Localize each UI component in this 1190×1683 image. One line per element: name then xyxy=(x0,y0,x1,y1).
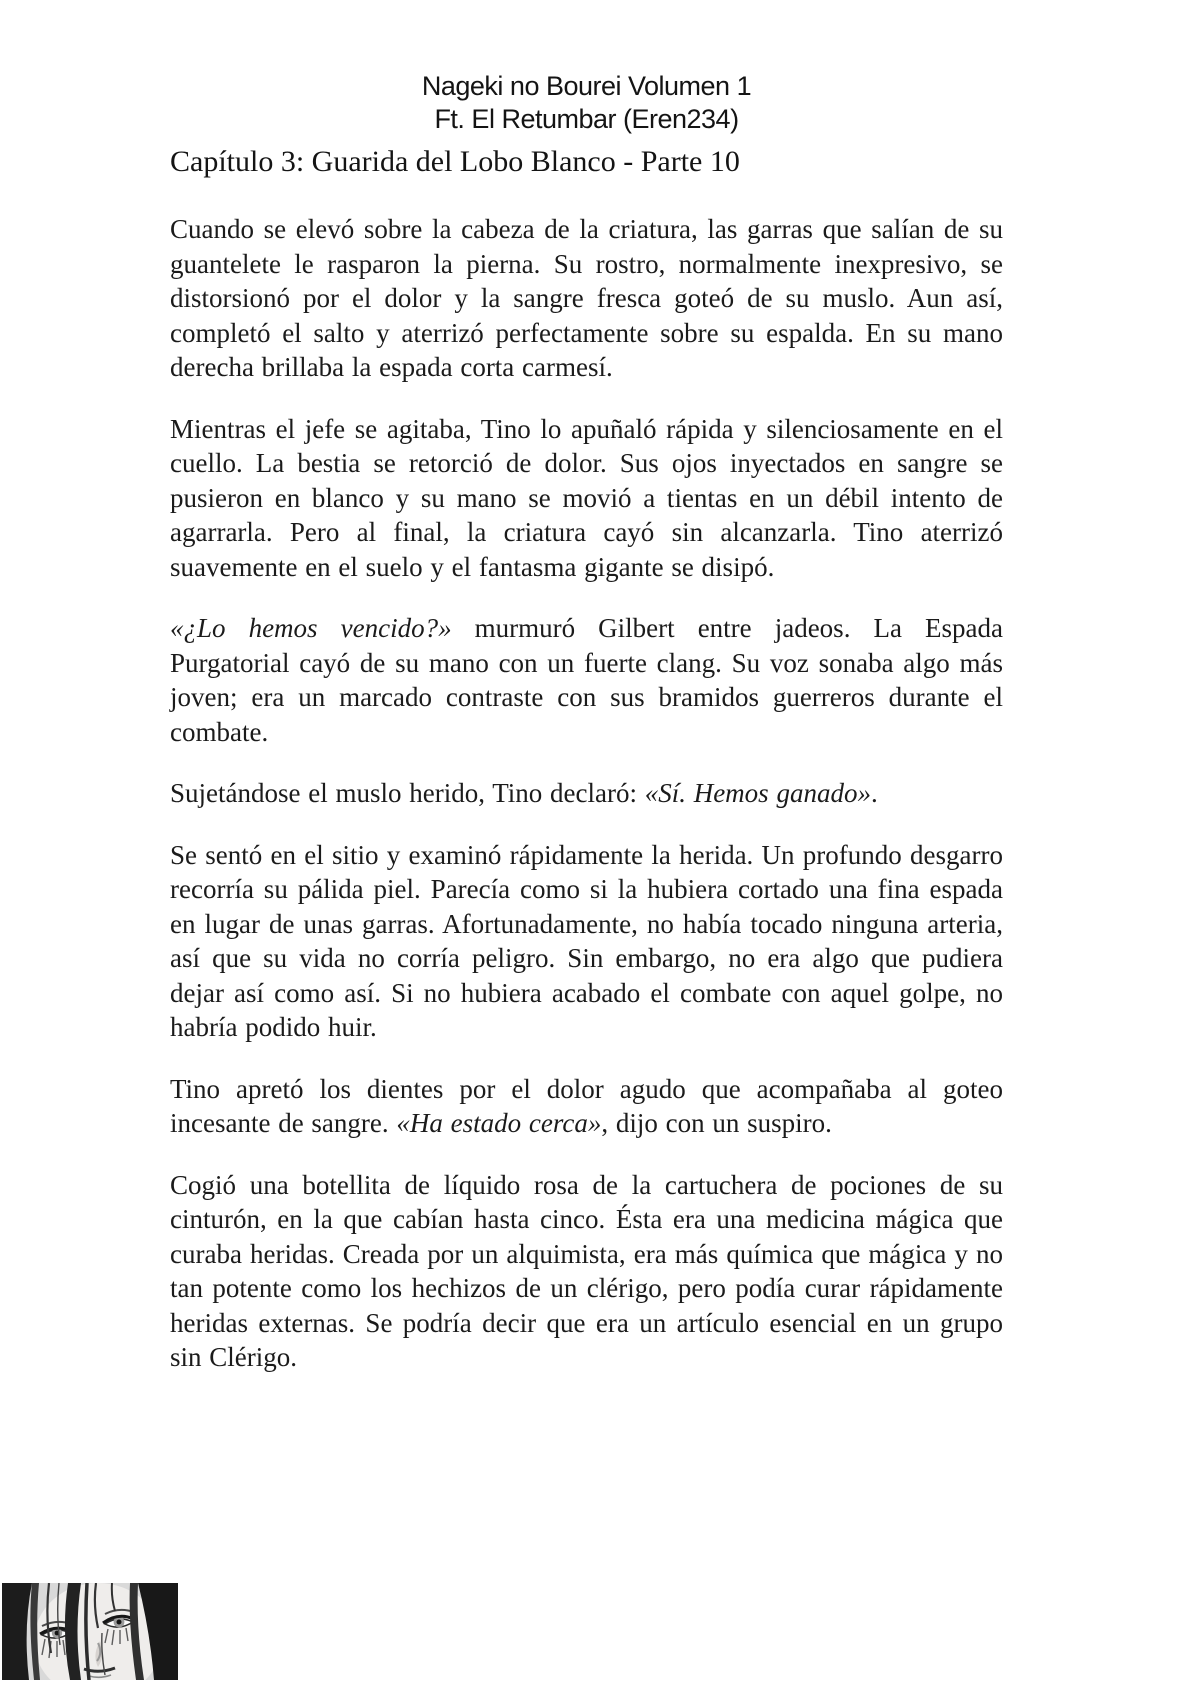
paragraph xyxy=(170,611,1003,749)
paragraph-text: Cogió una botellita de líquido rosa de la cartuchera de pociones de su cinturón, en la que cabían hasta cinco. Ésta era una medicina mágica que curaba heridas. Creada por un alquimista, era más química que mágica y no tan potente como los hechizos de un clérigo, pero podía curar rápidamente heridas externas. Se podría decir que era un artículo esencial en un grupo sin Clérigo. xyxy=(170,1169,1003,1372)
paragraph xyxy=(170,776,1003,811)
paragraph xyxy=(170,212,1003,385)
chapter-heading: Capítulo 3: Guarida del Lobo Blanco - Parte 10 xyxy=(170,145,740,178)
paragraph xyxy=(170,1072,1003,1141)
document-title-line2: Ft. El Retumbar (Eren234) xyxy=(434,104,739,134)
manga-face-drawing xyxy=(2,1583,178,1680)
manga-face-illustration xyxy=(2,1583,178,1680)
paragraph-text: murmuró Gilbert entre jadeos. La Espada Purgatorial cayó de su mano con un fuerte clang. Su voz sonaba algo más joven; era un marcado contraste con sus bramidos guerreros durante el combate. xyxy=(170,613,1003,747)
paragraph-text: , dijo con un suspiro. xyxy=(601,1108,832,1138)
paragraph xyxy=(170,412,1003,585)
document-title-line1: Nageki no Bourei Volumen 1 xyxy=(421,71,752,101)
paragraph-text: Cuando se elevó sobre la cabeza de la criatura, las garras que salían de su guantelete le rasparon la pierna. Su rostro, normalmente inexpresivo, se distorsionó por el dolor y la sangre fresca goteó de su muslo. Aun así, completó el salto y aterrizó perfectamente sobre su espalda. En su mano derecha brillaba la espada corta carmesí. xyxy=(170,214,1003,382)
paragraph-text: Se sentó en el sitio y examinó rápidamente la herida. Un profundo desgarro recorría su pálida piel. Parecía como si la hubiera cortado una fina espada en lugar de unas garras. Afortunadamente, no había tocado ninguna arteria, así que su vida no corría peligro. Sin embargo, no era algo que pudiera dejar así como así. Si no hubiera acabado el combate con aquel golpe, no habría podido huir. xyxy=(170,839,1003,1042)
paragraph xyxy=(170,838,1003,1045)
paragraph-text: . xyxy=(870,778,878,808)
dialogue-quote: «Sí. Hemos ganado» xyxy=(644,778,871,808)
dialogue-quote: «Ha estado cerca» xyxy=(396,1108,602,1138)
chapter-body xyxy=(170,212,1003,1375)
paragraph-text: Sujetándose el muslo herido, Tino declaró: xyxy=(170,778,645,808)
dialogue-quote: «¿Lo hemos vencido?» xyxy=(170,613,452,643)
paragraph-text: Mientras el jefe se agitaba, Tino lo apuñaló rápida y silenciosamente en el cuello. La bestia se retorció de dolor. Sus ojos inyectados en sangre se pusieron en blanco y su mano se movió a tientas en un débil intento de agarrarla. Pero al final, la criatura cayó sin alcanzarla. Tino aterrizó suavemente en el suelo y el fantasma gigante se disipó. xyxy=(170,413,1003,582)
paragraph xyxy=(170,1168,1003,1375)
paragraph-text: Tino apretó los dientes por el dolor agudo que acompañaba al goteo incesante de sangre. xyxy=(170,1073,1003,1138)
document-page xyxy=(170,0,1003,1375)
